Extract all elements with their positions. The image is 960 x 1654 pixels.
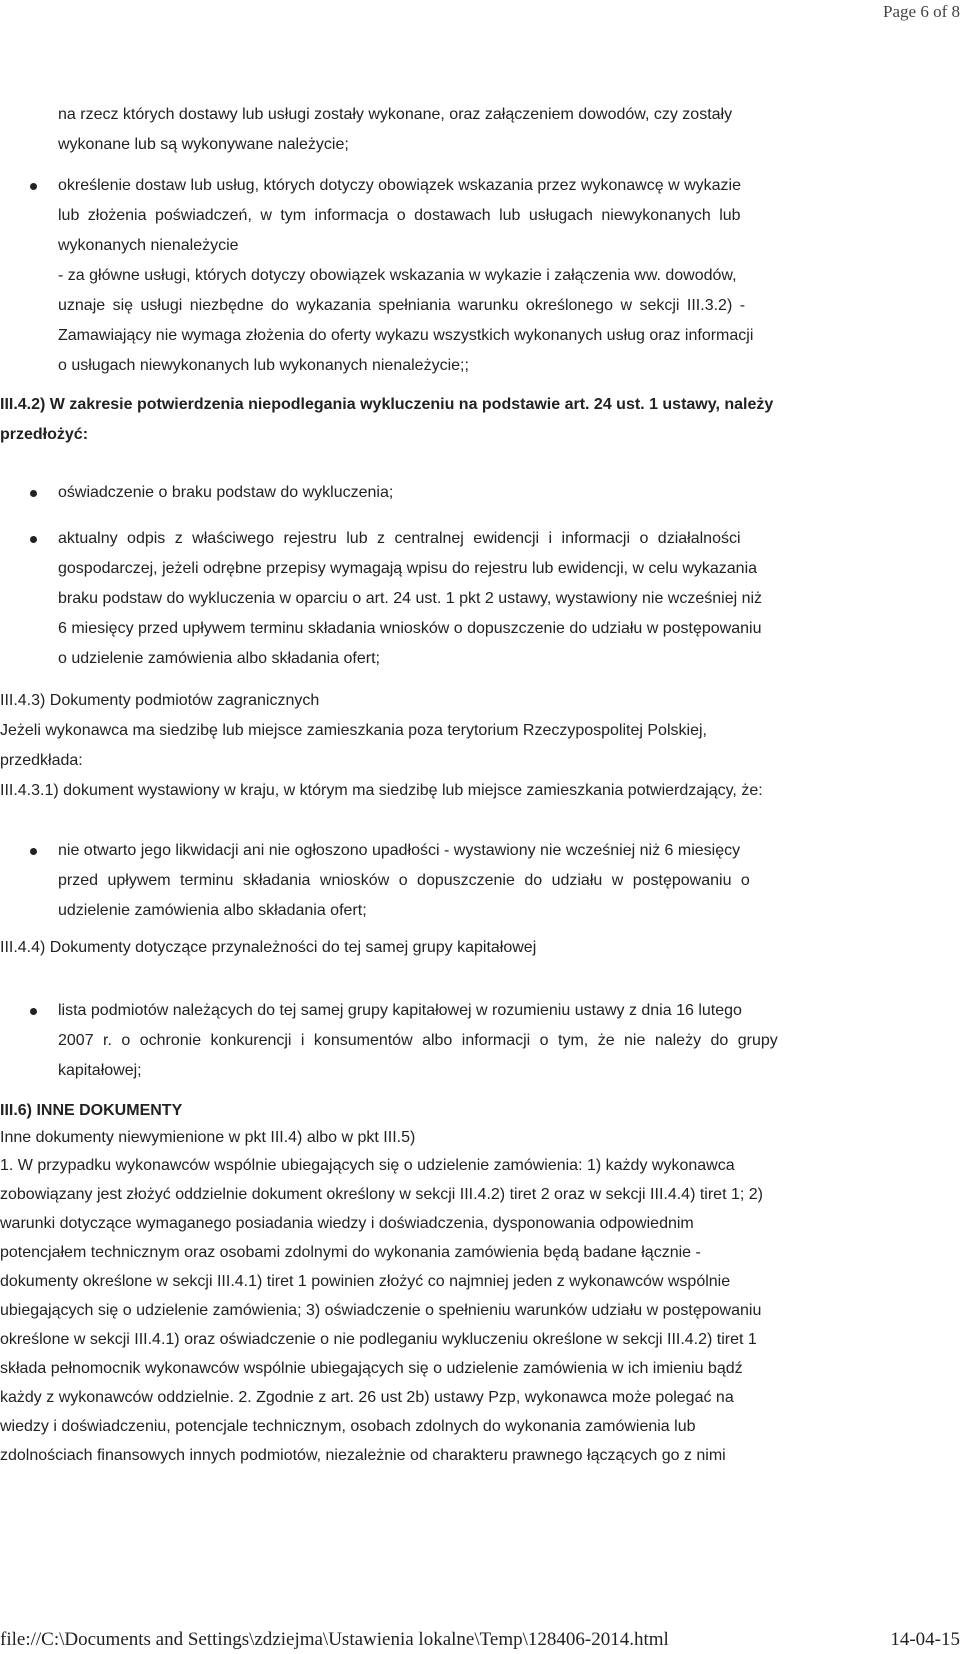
print-date: 14-04-15 — [890, 1629, 960, 1650]
text-line: przed upływem terminu składania wniosków o dopuszczenie do udziału w postępowaniu o — [58, 872, 750, 889]
list-item — [58, 524, 898, 674]
text-line: udzielenie zamówienia albo składania ofert; — [58, 902, 367, 919]
text-line: wiedzy i doświadczeniu, potencjale technicznym, osobach zdolnych do wykonania zamówienia lub — [0, 1418, 696, 1435]
list-item — [58, 836, 898, 926]
text-line: o usługach niewykonanych lub wykonanych nienależycie;; — [58, 357, 469, 374]
text-line: składa pełnomocnik wykonawców wspólnie ubiegających się o udzielenie zamówienia w ich imieniu bądź — [0, 1360, 743, 1377]
list-item — [58, 171, 898, 381]
text-line: zdolnościach finansowych innych podmiotów, niezależnie od charakteru prawnego łączących go z nimi — [0, 1447, 726, 1464]
section-title: III.6) INNE DOKUMENTY — [0, 1102, 183, 1119]
page-number: Page 6 of 8 — [883, 2, 960, 21]
text-line: nie otwarto jego likwidacji ani nie ogłoszono upadłości - wystawiony nie wcześniej niż 6 miesięcy — [58, 842, 741, 859]
section-III-4-4 — [0, 933, 960, 963]
text-line: każdy z wykonawców oddzielnie. 2. Zgodnie z art. 26 ust 2b) ustawy Pzp, wykonawca może polegać na — [0, 1389, 734, 1406]
text-line: III.4.3.1) dokument wystawiony w kraju, w którym ma siedzibę lub miejsce zamieszkania potwierdzający, że: — [0, 782, 763, 799]
section-title: III.4.4) Dokumenty dotyczące przynależności do tej samej grupy kapitałowej — [0, 939, 537, 956]
text-line: uznaje się usługi niezbędne do wykazania spełniania warunku określonego w sekcji III.3.2) - — [58, 297, 746, 314]
list-item — [58, 996, 898, 1086]
text-line: potencjałem technicznym oraz osobami zdolnymi do wykonania zamówienia będą badane łącznie - — [0, 1244, 701, 1261]
text-line: 1. W przypadku wykonawców wspólnie ubiegających się o udzielenie zamówienia: 1) każdy wykonawca — [0, 1157, 735, 1174]
text-line: lista podmiotów należących do tej samej grupy kapitałowej w rozumieniu ustawy z dnia 16 lutego — [58, 1002, 742, 1019]
text-line: przedłożyć: — [0, 426, 89, 443]
text-line: Zamawiający nie wymaga złożenia do oferty wykazu wszystkich wykonanych usług oraz informacji — [58, 327, 754, 344]
text-line: lub złożenia poświadczeń, w tym informacja o dostawach lub usługach niewykonanych lub — [58, 207, 741, 224]
text-line: III.4.2) W zakresie potwierdzenia niepodlegania wykluczeniu na podstawie art. 24 ust. 1 ustawy, należy — [0, 396, 774, 413]
bullet-icon — [30, 536, 37, 543]
bullet-icon — [30, 183, 37, 190]
text-line: wykonanych nienależycie — [58, 237, 239, 254]
text-line: 2007 r. o ochronie konkurencji i konsumentów albo informacji o tym, że nie należy do grupy — [58, 1032, 778, 1049]
section-III-6 — [0, 1097, 960, 1470]
text-line: warunki dotyczące wymaganego posiadania wiedzy i doświadczenia, dysponowania odpowiednim — [0, 1215, 694, 1232]
text-line: o udzielenie zamówienia albo składania ofert; — [58, 650, 380, 667]
text-line: określenie dostaw lub usług, których dotyczy obowiązek wskazania przez wykonawcę w wykazie — [58, 177, 741, 194]
text-line: Inne dokumenty niewymienione w pkt III.4) albo w pkt III.5) — [0, 1129, 416, 1146]
bullet-icon — [30, 848, 37, 855]
text-line: braku podstaw do wykluczenia w oparciu o art. 24 ust. 1 pkt 2 ustawy, wystawiony nie wcześniej niż — [58, 590, 763, 607]
section-title: III.4.3) Dokumenty podmiotów zagranicznych — [0, 692, 320, 709]
text-line: aktualny odpis z właściwego rejestru lub z centralnej ewidencji i informacji o działalności — [58, 530, 741, 547]
text-line: dokumenty określone w sekcji III.4.1) tiret 1 powinien złożyć co najmniej jeden z wykonawców wspólnie — [0, 1273, 731, 1290]
continuation-paragraph — [58, 100, 898, 160]
section-heading-III-4-2 — [0, 390, 960, 450]
text-line: przedkłada: — [0, 752, 83, 769]
text-line: określone w sekcji III.4.1) oraz oświadczenie o nie podleganiu wykluczeniu określone w sekcji III.4.2) tiret 1 — [0, 1331, 757, 1348]
text-line: ubiegających się o udzielenie zamówienia; 3) oświadczenie o spełnieniu warunków udziału w postępowaniu — [0, 1302, 762, 1319]
section-III-4-3 — [0, 686, 960, 806]
text-line: 6 miesięcy przed upływem terminu składania wniosków o dopuszczenie do udziału w postępowaniu — [58, 620, 762, 637]
list-item — [58, 478, 898, 508]
text-line: na rzecz których dostawy lub usługi zostały wykonane, oraz załączeniem dowodów, czy zostały — [58, 106, 733, 123]
text-line: kapitałowej; — [58, 1062, 142, 1079]
file-path: file://C:\Documents and Settings\zdziejma\Ustawienia lokalne\Temp\128406-2014.html — [0, 1629, 669, 1650]
text-line: wykonane lub są wykonywane należycie; — [58, 136, 349, 153]
text-line: gospodarczej, jeżeli odrębne przepisy wymagają wpisu do rejestru lub ewidencji, w celu wykazania — [58, 560, 758, 577]
text-line: oświadczenie o braku podstaw do wykluczenia; — [58, 484, 394, 501]
bullet-icon — [30, 1008, 37, 1015]
text-line: Jeżeli wykonawca ma siedzibę lub miejsce zamieszkania poza terytorium Rzeczypospolitej Polskiej, — [0, 722, 707, 739]
text-line: zobowiązany jest złożyć oddzielnie dokument określony w sekcji III.4.2) tiret 2 oraz w sekcji III.4.4) tiret 1; 2) — [0, 1186, 763, 1203]
bullet-icon — [30, 490, 37, 497]
text-line: - za główne usługi, których dotyczy obowiązek wskazania w wykazie i załączenia ww. dowodów, — [58, 267, 737, 284]
